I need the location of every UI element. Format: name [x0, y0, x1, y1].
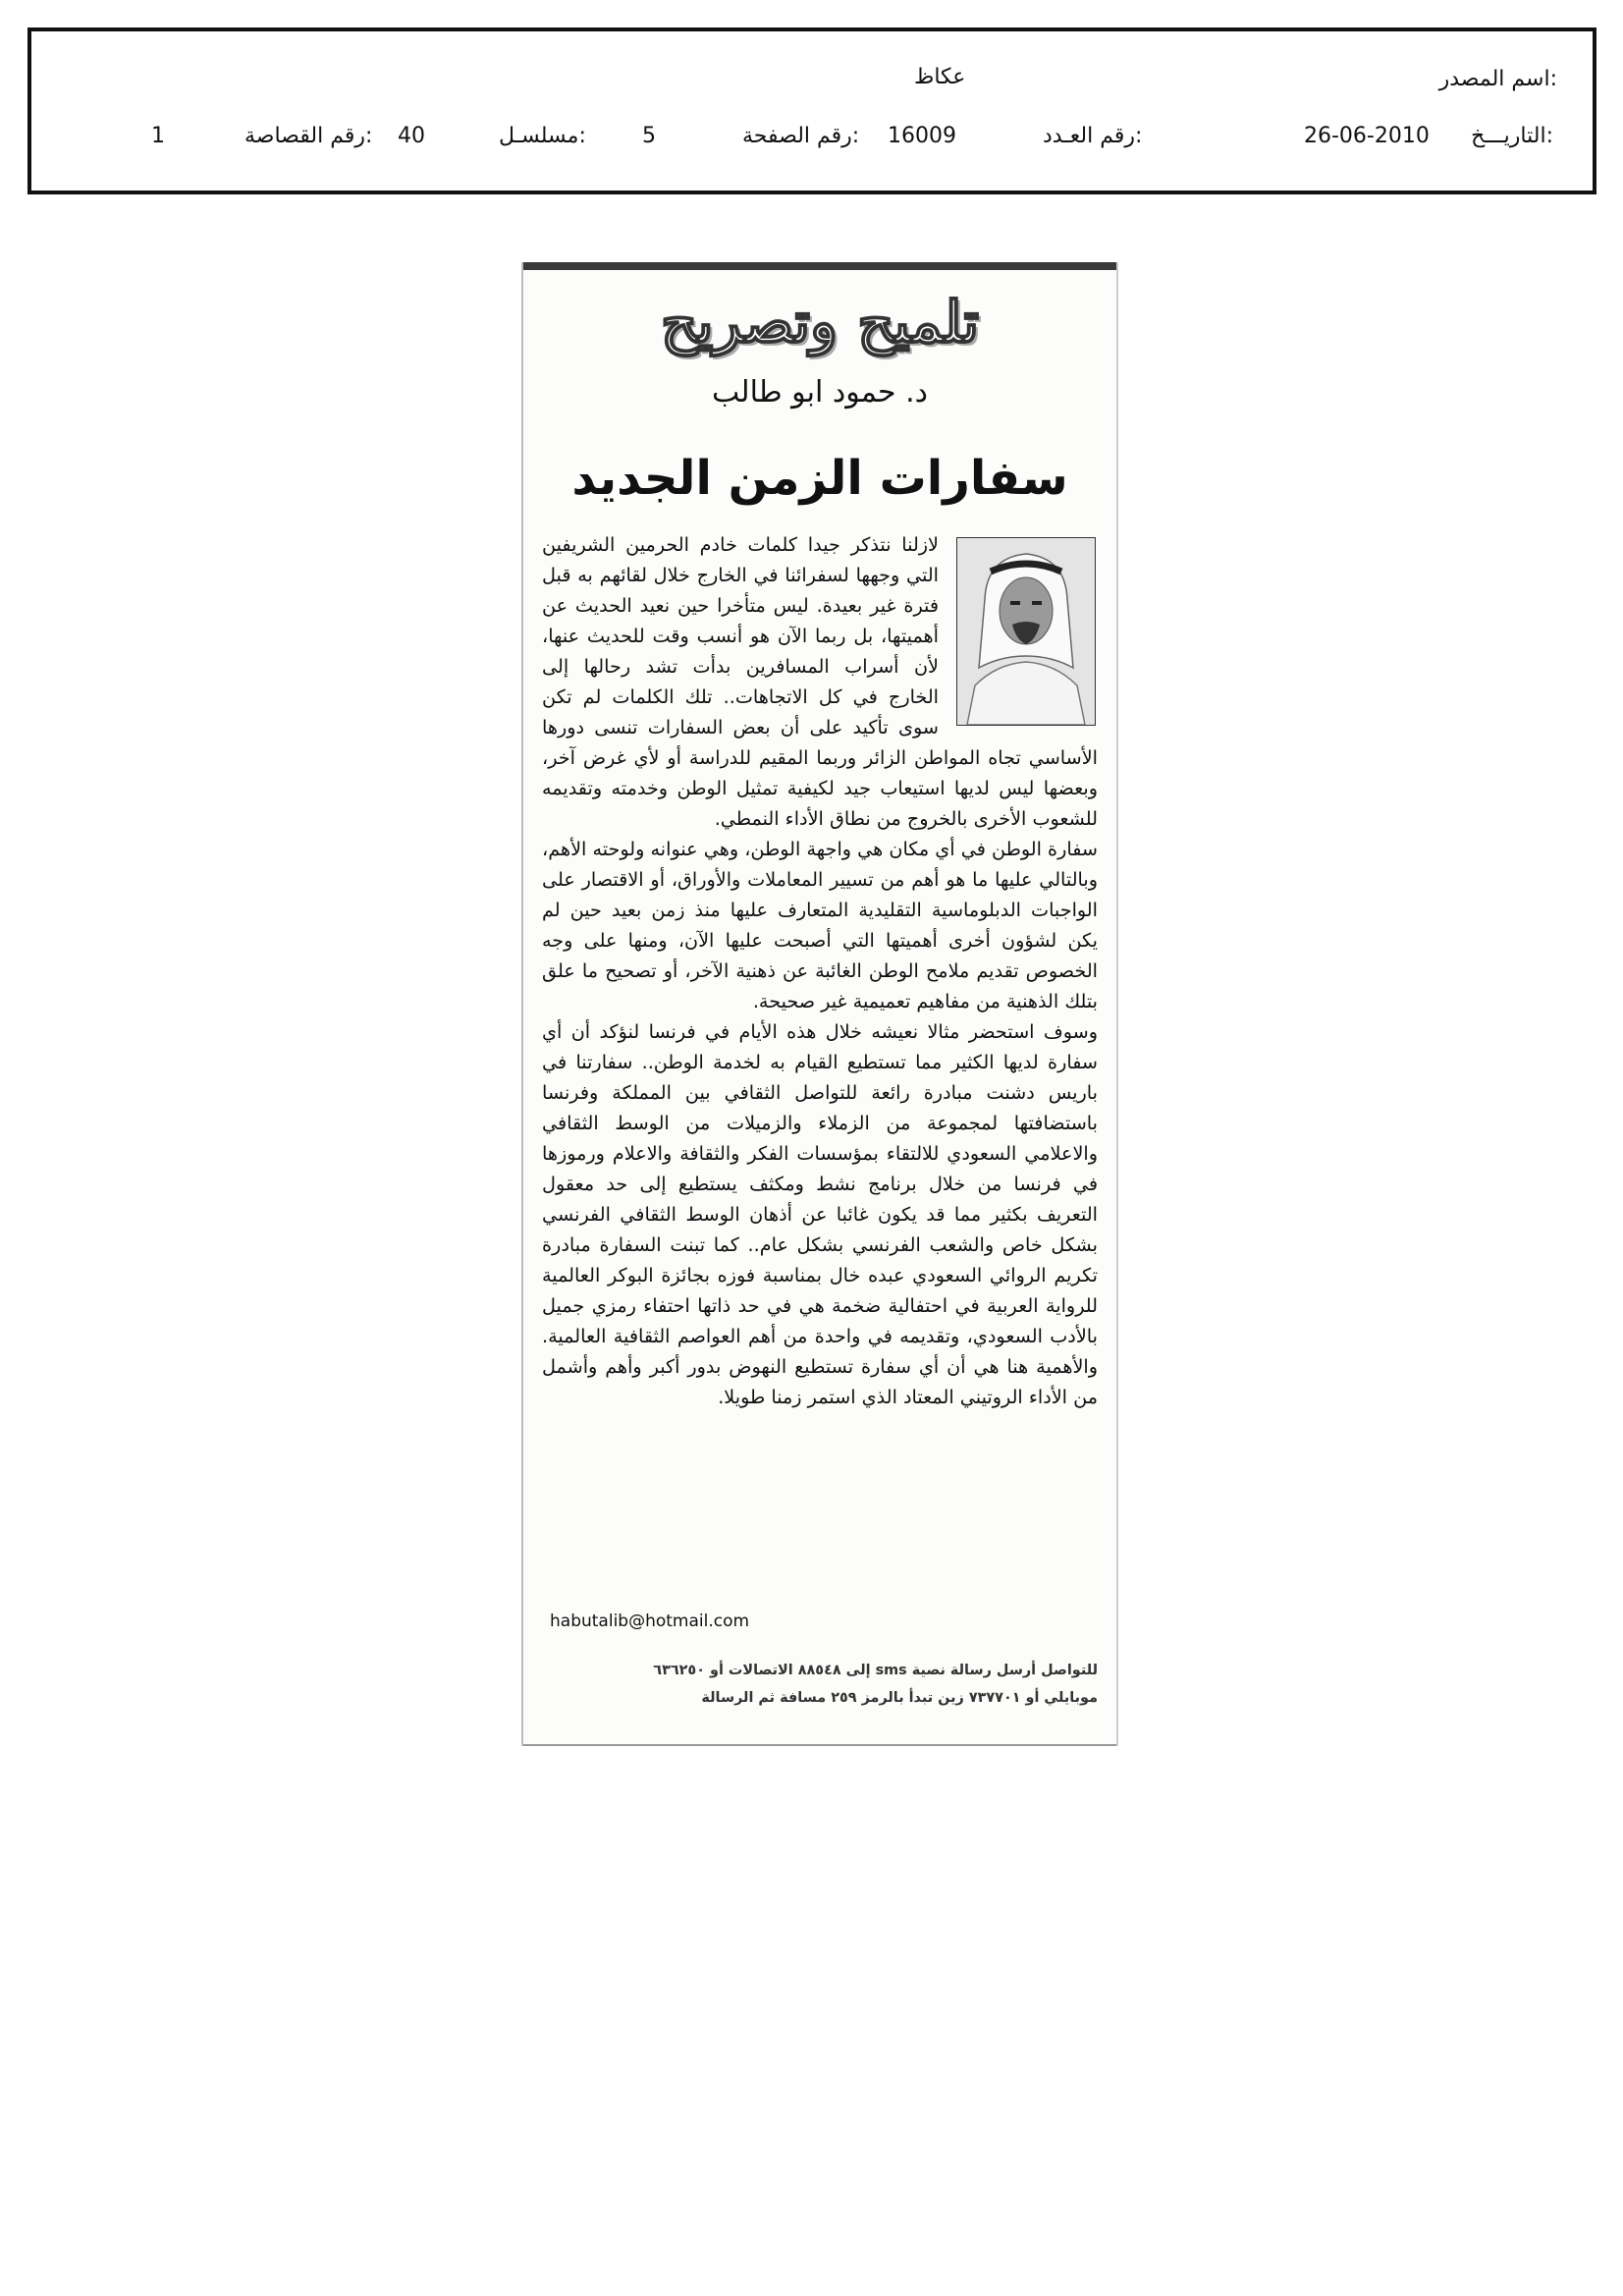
clip-number-label: رقم القصاصة:	[244, 124, 373, 148]
author-portrait-icon	[957, 538, 1095, 725]
serial-value: 40	[398, 124, 425, 148]
clip-number-value: 1	[151, 124, 165, 148]
issue-label: رقم العـدد:	[1043, 124, 1143, 148]
date-label: التاريـــخ:	[1471, 124, 1553, 148]
clipping-bottom-rule	[523, 1744, 1116, 1746]
newspaper-clipping	[521, 262, 1118, 1746]
page-label: رقم الصفحة:	[742, 124, 860, 148]
contact-line: للتواصل أرسل رسالة نصية sms إلى ٨٨٥٤٨ الاتصالات أو ٦٣٦٢٥٠	[653, 1663, 1098, 1678]
source-label: اسم المصدر:	[1438, 67, 1557, 91]
author-photo	[956, 537, 1096, 726]
date-value: 26-06-2010	[1304, 124, 1430, 148]
contact-line: موبايلي أو ٧٣٧٧٠١ زين تبدأ بالرمز ٢٥٩ مسافة ثم الرسالة	[701, 1690, 1098, 1706]
column-title: تلميح وتصريح	[660, 289, 980, 355]
article-paragraph: سفارة الوطن في أي مكان هي واجهة الوطن، وهي عنوانه ولوحته الأهم، وبالتالي عليها ما هو أهم من تسيير المعاملات والأوراق، أو الاقتصار على الواجبات الدبلوماسية التقليدية المتعارف عليها منذ زمن بعيد حين لم يكن لشؤون أخرى أهميتها التي أصبحت عليها الآن، ومنها على وجه الخصوص تقديم ملامح الوطن الغائبة عن ذهنية الآخر، أو تصحيح ما علق بتلك الذهنية من مفاهيم تعميمية غير صحيحة.	[542, 838, 1098, 1012]
serial-label: مسلسـل:	[499, 124, 586, 148]
sms-contact-info	[550, 1657, 1098, 1712]
clipping-metadata-box	[27, 27, 1596, 194]
clipping-top-rule	[523, 262, 1116, 270]
source-value: عكاظ	[914, 65, 966, 89]
article-headline: سفارات الزمن الجديد	[571, 451, 1068, 506]
article-paragraph: لازلنا نتذكر جيدا كلمات خادم الحرمين الشريفين التي وجهها لسفرائنا في الخارج خلال لقائهم به قبل فترة غير بعيدة. ليس متأخرا حين نعيد الحديث عن أهميتها، بل ربما الآن هو أنسب وقت للحديث عنها، لأن أسراب المسافرين بدأت تشد رحالها إلى الخارج في كل الاتجاهات.. تلك الكلمات لم تكن سوى تأكيد على أن بعض السفارات تنسى دورها الأساسي تجاه المواطن الزائر وربما المقيم للدراسة أو لأي غرض آخر، وبعضها ليس لديها استيعاب جيد لكيفية تمثيل الوطن وخدمته وتقديمه للشعوب الأخرى بالخروج من نطاق الأداء النمطي.	[542, 533, 1098, 830]
article-paragraph: وسوف استحضر مثالا نعيشه خلال هذه الأيام في فرنسا لنؤكد أن أي سفارة لديها الكثير مما تستطيع القيام به لخدمة الوطن.. سفارتنا في باريس دشنت مبادرة رائعة للتواصل الثقافي بين المملكة وفرنسا باستضافتها لمجموعة من الزملاء والزميلات من الوسط الثقافي والاعلامي السعودي للالتقاء بمؤسسات الفكر والثقافة والاعلام ورموزها في فرنسا من خلال برنامج نشط ومكثف يستطيع إلى حد معقول التعريف بكثير مما قد يكون غائبا عن أذهان الوسط الثقافي الفرنسي بشكل خاص والشعب الفرنسي بشكل عام.. كما تبنت السفارة مبادرة تكريم الروائي السعودي عبده خال بمناسبة فوزه بجائزة البوكر العالمية للرواية العربية في احتفالية ضخمة هي في حد ذاتها احتفاء رمزي جميل بالأدب السعودي، وتقديمه في واحدة من أهم العواصم الثقافية العالمية. والأهمية هنا هي أن أي سفارة تستطيع النهوض بدور أكبر وأهم وأشمل من الأداء الروتيني المعتاد الذي استمر زمنا طويلا.	[542, 1020, 1098, 1408]
author-email: habutalib@hotmail.com	[550, 1612, 750, 1631]
page-value: 5	[642, 124, 656, 148]
author-byline: د. حمود ابو طالب	[711, 375, 929, 410]
issue-value: 16009	[888, 124, 956, 148]
